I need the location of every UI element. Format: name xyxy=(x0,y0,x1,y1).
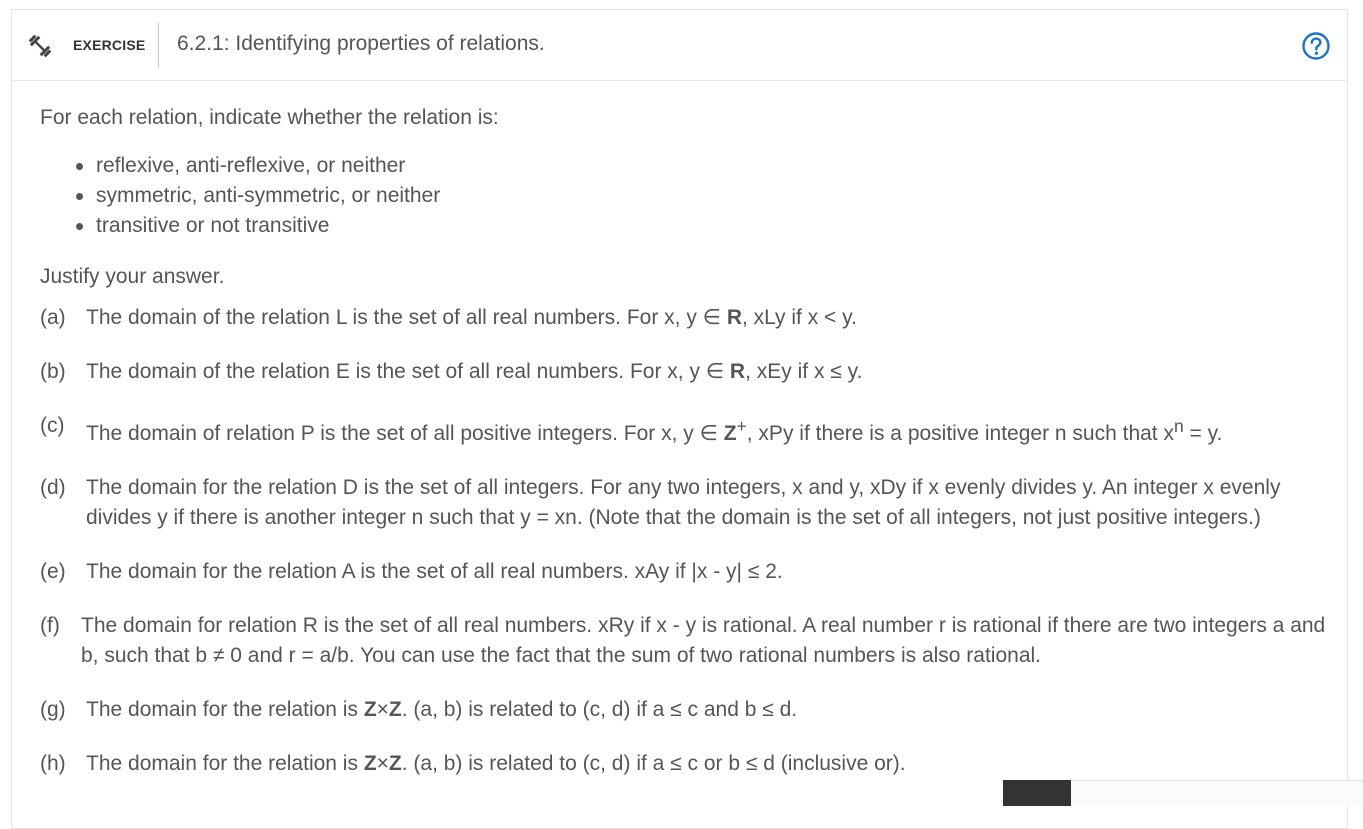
part-label: (b) xyxy=(40,360,66,383)
part-text: The domain for the relation A is the set of all real numbers. xAy if |x - y| ≤ 2. xyxy=(86,560,783,583)
exercise-title: 6.2.1: Identifying properties of relations. xyxy=(177,32,545,55)
part-label: (g) xyxy=(40,698,66,721)
part-text: The domain for the relation D is the set of all integers. For any two integers, x and y, xDy if x evenly divides y. An integer x evenly divides y if there is another integer n such that y = xn. (Note that the domain is the set of all integers, not just positive integers.) xyxy=(86,476,1281,529)
property-item: transitive or not transitive xyxy=(76,211,1330,241)
part-label: (f) xyxy=(40,614,60,637)
exercise-content xyxy=(40,106,1330,779)
part-e xyxy=(40,557,1330,587)
part-text: The domain for the relation is Z×Z. (a, b) is related to (c, d) if a ≤ c or b ≤ d (inclusive or). xyxy=(86,752,906,775)
part-label: (c) xyxy=(40,414,65,437)
part-b xyxy=(40,357,1330,387)
part-text: The domain of relation P is the set of all positive integers. For x, y ∈ Z+, xPy if there is a positive integer n such that $x^n = y$. xyxy=(86,416,1223,445)
header-divider xyxy=(158,23,159,68)
exercise-card xyxy=(11,9,1348,829)
part-text: The domain of the relation E is the set of all real numbers. For x, y ∈ R, xEy if x ≤ y. xyxy=(86,360,863,383)
question-circle-icon[interactable] xyxy=(1301,31,1331,61)
property-list xyxy=(76,151,1330,241)
part-a xyxy=(40,303,1330,333)
part-text: The domain of the relation L is the set of all real numbers. For x, y ∈ R, xLy if x < y. xyxy=(86,306,857,329)
property-item: reflexive, anti-reflexive, or neither xyxy=(76,151,1330,181)
exercise-label: EXERCISE xyxy=(73,37,146,53)
part-g xyxy=(40,695,1330,725)
part-d xyxy=(40,473,1330,533)
part-text: The domain for the relation is Z×Z. (a, b) is related to (c, d) if a ≤ c and b ≤ d. xyxy=(86,698,798,721)
part-label: (e) xyxy=(40,560,66,583)
justify-text: Justify your answer. xyxy=(40,265,225,288)
parts-list xyxy=(40,303,1330,779)
part-label: (d) xyxy=(40,476,66,499)
part-f xyxy=(40,611,1330,671)
part-c xyxy=(40,411,1330,449)
part-h xyxy=(40,749,1330,779)
bottom-toolbar-block[interactable] xyxy=(1003,780,1071,806)
part-label: (a) xyxy=(40,306,66,329)
exercise-header xyxy=(12,10,1347,81)
property-item: symmetric, anti-symmetric, or neither xyxy=(76,181,1330,211)
intro-text: For each relation, indicate whether the relation is: xyxy=(40,106,499,129)
part-text: The domain for relation R is the set of all real numbers. xRy if x - y is rational. A real number r is rational if there are two integers a and b, such that b ≠ 0 and r = a/b. You can use the fact that the sum of two rational numbers is also rational. xyxy=(81,614,1326,667)
dumbbell-icon xyxy=(25,31,55,61)
part-label: (h) xyxy=(40,752,66,775)
